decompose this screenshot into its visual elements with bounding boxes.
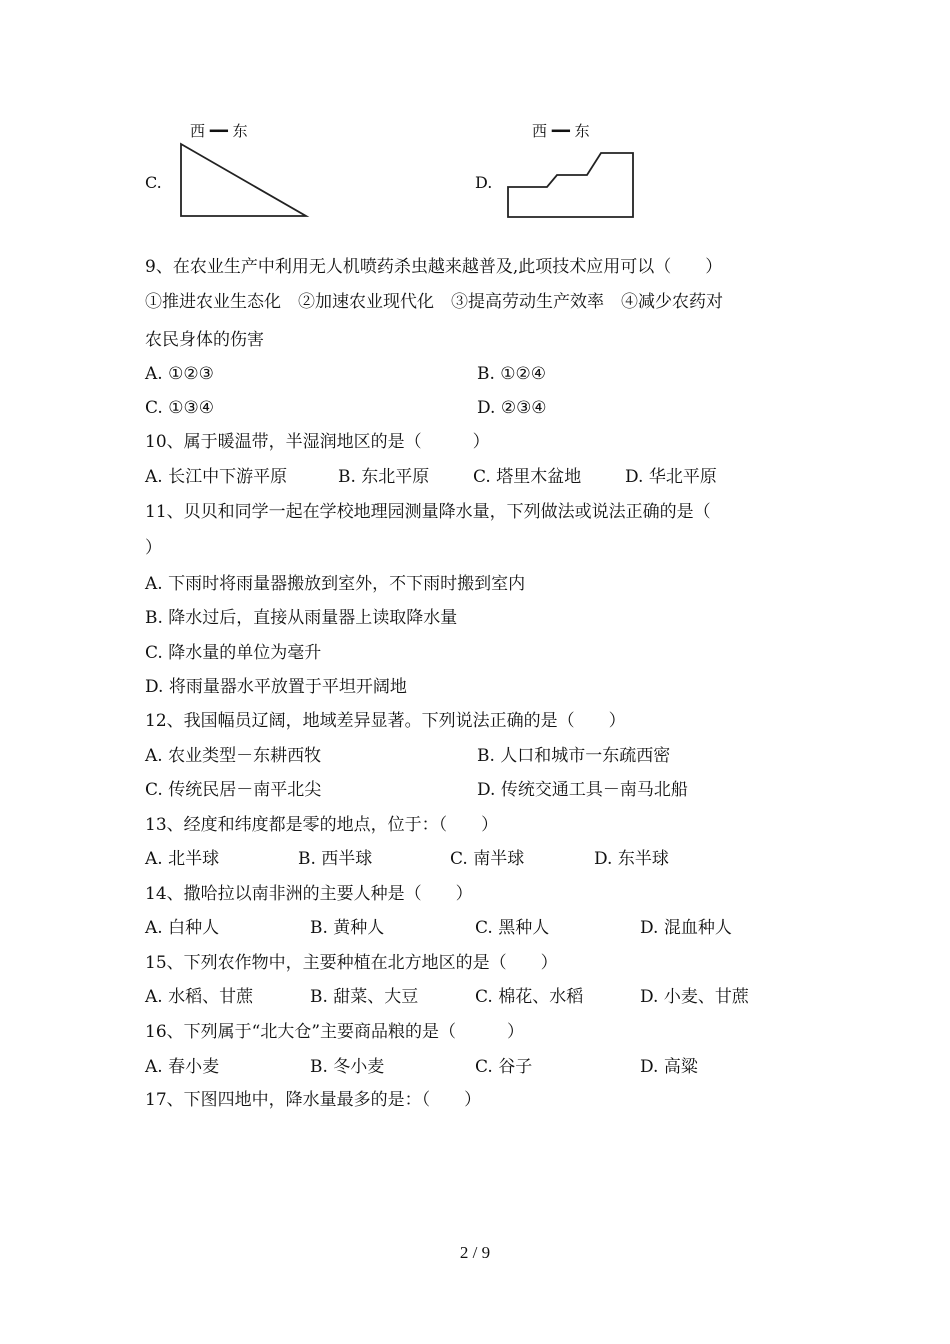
q16-option-c: C. 谷子 (475, 1057, 533, 1077)
q11-stem-cont: ） (145, 538, 162, 558)
q16-option-b: B. 冬小麦 (310, 1057, 385, 1077)
q15-option-c: C. 棉花、水稻 (475, 987, 584, 1007)
q16-option-d: D. 高粱 (640, 1057, 698, 1077)
page-number: 2 / 9 (459, 1243, 491, 1262)
q9-option-b: B. ①②④ (477, 364, 547, 384)
q11-option-d: D. 将雨量器水平放置于平坦开阔地 (145, 677, 407, 697)
q11-option-c: C. 降水量的单位为毫升 (145, 643, 322, 663)
q11-option-a: A. 下雨时将雨量器搬放到室外，不下雨时搬到室内 (145, 574, 526, 594)
q17-stem: 17、下图四地中，降水量最多的是：（ ） (145, 1090, 482, 1110)
q15-stem: 15、下列农作物中，主要种植在北方地区的是（ ） (145, 953, 558, 973)
figure-d-label: D. (475, 173, 493, 192)
q15-option-a: A. 水稻、甘蔗 (145, 987, 254, 1007)
q10-option-d: D. 华北平原 (625, 467, 717, 487)
q16-option-a: A. 春小麦 (145, 1057, 220, 1077)
q13-stem: 13、经度和纬度都是零的地点，位于：（ ） (145, 815, 499, 835)
q12-stem: 12、我国幅员辽阔，地域差异显著。下列说法正确的是（ ） (145, 711, 626, 731)
q14-option-d: D. 混血种人 (640, 918, 732, 938)
q12-option-a: A. 农业类型－东耕西牧 (145, 746, 322, 766)
terrain-profile-c-outline (181, 144, 306, 216)
q13-option-c: C. 南半球 (450, 849, 525, 869)
terrain-profile-d-outline (508, 153, 633, 217)
q14-option-b: B. 黄种人 (310, 918, 385, 938)
q14-option-c: C. 黑种人 (475, 918, 550, 938)
q10-option-b: B. 东北平原 (338, 467, 430, 487)
q13-option-b: B. 西半球 (298, 849, 373, 869)
q9-statements: ①推进农业生态化 ②加速农业现代化 ③提高劳动生产效率 ④减少农药对 (145, 292, 723, 312)
q15-option-d: D. 小麦、甘蔗 (640, 987, 749, 1007)
q16-stem: 16、下列属于“北大仓”主要商品粮的是（ ） (145, 1022, 525, 1042)
q11-stem: 11、贝贝和同学一起在学校地理园测量降水量，下列做法或说法正确的是（ (145, 502, 711, 522)
q9-option-d: D. ②③④ (477, 398, 547, 418)
figure-c-label: C. (145, 173, 162, 192)
q11-option-b: B. 降水过后，直接从雨量器上读取降水量 (145, 608, 458, 628)
q15-option-b: B. 甜菜、大豆 (310, 987, 419, 1007)
q12-option-b: B. 人口和城市一东疏西密 (477, 746, 671, 766)
terrain-profile-c (178, 140, 310, 220)
q9-statements-cont: 农民身体的伤害 (145, 330, 264, 350)
q9-option-c: C. ①③④ (145, 398, 214, 418)
q13-option-a: A. 北半球 (145, 849, 220, 869)
figure-d-direction: 西 ━━ 东 (532, 122, 590, 140)
q13-option-d: D. 东半球 (594, 849, 669, 869)
figure-c-direction: 西 ━━ 东 (190, 122, 248, 140)
q10-option-a: A. 长江中下游平原 (145, 467, 288, 487)
q14-stem: 14、撒哈拉以南非洲的主要人种是（ ） (145, 884, 473, 904)
q12-option-d: D. 传统交通工具－南马北船 (477, 780, 688, 800)
q10-stem: 10、属于暖温带，半湿润地区的是（ ） (145, 432, 490, 452)
q9-stem: 9、在农业生产中利用无人机喷药杀虫越来越普及,此项技术应用可以（ ） (145, 257, 723, 277)
q12-option-c: C. 传统民居－南平北尖 (145, 780, 322, 800)
q10-option-c: C. 塔里木盆地 (473, 467, 582, 487)
q14-option-a: A. 白种人 (145, 918, 220, 938)
terrain-profile-d (505, 145, 637, 220)
q9-option-a: A. ①②③ (145, 364, 214, 384)
